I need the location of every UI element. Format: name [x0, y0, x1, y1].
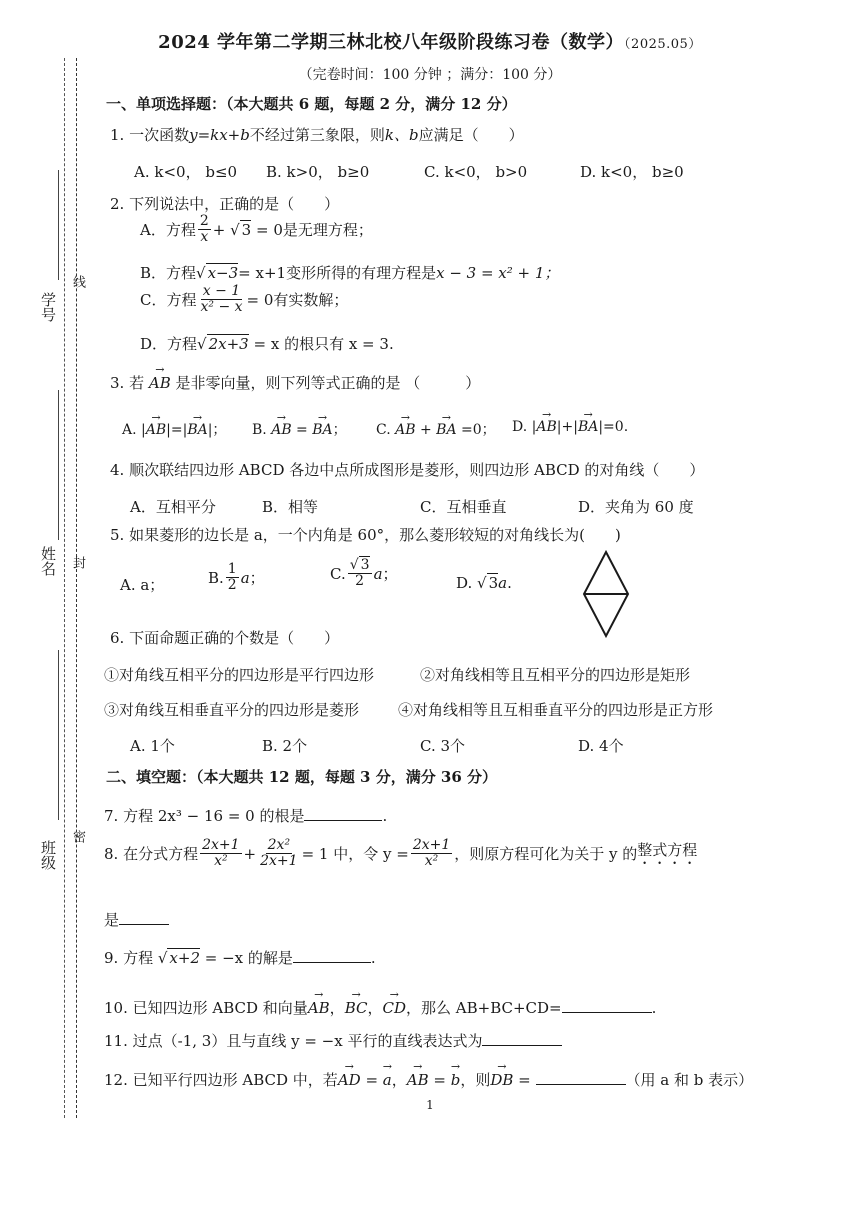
q5-option-b: B. $\frac{1}{2}$ a ； — [208, 561, 265, 594]
q6-proposition-3: ③对角线互相垂直平分的四边形是菱形 — [104, 701, 360, 719]
q1-function: y=kx+b — [189, 126, 250, 144]
q1-option-b: B. k>0， b≥0 — [266, 163, 370, 181]
section1-heading: 一、单项选择题：（本大题共 6 题，每题 2 分，满分 12 分） — [106, 95, 517, 113]
q1-stem-b: 不经过第三象限，则 — [249, 126, 385, 144]
q10: 10. 已知四边形 ABCD 和向量→ AB，→ BC，→ CD，那么 AB+BC+CD= . — [104, 997, 656, 1018]
q2-b-post: x − 3 = x² + 1； — [436, 264, 560, 282]
q7-text: 7. 方程 2x³ − 16 = 0 的根是 — [104, 807, 305, 825]
q5-b-label: B. — [208, 568, 224, 587]
q4-option-b: B．相等 — [262, 498, 319, 516]
class-line — [58, 650, 59, 820]
q2-a-post: 是无理方程； — [282, 221, 373, 240]
q8-pre: 8. 在分式方程 — [104, 845, 199, 864]
q3-b-label: B. — [252, 422, 267, 438]
q6-option-c: C. 3个 — [420, 737, 466, 755]
page-number: 1 — [426, 1098, 434, 1112]
q5-stem: 5. 如果菱形的边长是 a，一个内角是 60°，那么菱形较短的对角线长为( ) — [110, 526, 621, 544]
q12: 12. 已知平行四边形 ABCD 中，若→ AD = → a，→ AB = → b，则→ DB = （用 a 和 b 表示） — [104, 1069, 753, 1090]
q8-fraction-2: $\frac{\text{2x²}}{2x+1}$ — [260, 837, 298, 870]
q2-d-pre: D．方程 — [140, 335, 198, 353]
exam-subtitle: （完卷时间：100 分钟 ；满分：100 分） — [298, 67, 562, 83]
q7 — [104, 805, 387, 826]
q8-emphasis: 整式方程 — [637, 841, 698, 860]
student-name-line — [58, 390, 59, 540]
q2-a-fraction: $\frac{2}{x}$ — [199, 213, 209, 246]
q1-stem-a: 1. 一次函数 — [110, 126, 190, 144]
q2-option-a — [140, 214, 373, 246]
q2-stem: 2. 下列说法中，正确的是（ ） — [110, 195, 340, 213]
q10-answer-blank[interactable] — [562, 998, 652, 1013]
q10-post: . — [651, 999, 657, 1017]
q6-option-b: B. 2个 — [262, 737, 308, 755]
q6-option-a: A. 1个 — [130, 737, 175, 755]
q7-post: . — [382, 807, 388, 825]
q1-option-d: D. k<0， b≥0 — [580, 163, 684, 181]
q8-line2-text: 是 — [104, 911, 120, 929]
q3-option-b: B. → AB = → BA； — [252, 419, 347, 439]
binding-dashed-line — [76, 58, 77, 1118]
q2-option-b: B．方程√ x−3= x+1变形所得的有理方程是x − 3 = x² + 1； — [140, 264, 560, 282]
q4-option-d: D．夹角为 60 度 — [578, 498, 694, 516]
q1-stem — [110, 124, 524, 145]
q1-stem-c: 应满足（ ） — [418, 126, 524, 144]
exam-date: （2025.05） — [624, 37, 702, 52]
q8-mid: = 1 中，令 y = — [301, 845, 409, 864]
exam-title-text: 2024 学年第二学期三林北校八年级阶段练习卷（数学） — [158, 32, 625, 53]
q8: 8. 在分式方程 $\frac{2x+1}{\text{x²}}$ + $\frac{\text{2x²}}{2x+1}$ = 1 中，令 y = $\frac{2x+1}{\text{x²}}$ ，则原方程可化为关于 y 的 整式方程 — [104, 837, 698, 870]
student-name-label: 姓名 — [39, 546, 57, 576]
cut-mark-secret: 密 — [70, 830, 85, 843]
q8-post: ，则原方程可化为关于 y 的 — [454, 845, 638, 864]
q3-stem — [110, 372, 480, 393]
q2-a-expr: + √ 3 = 0 — [212, 220, 283, 239]
q1-option-c: C. k<0， b>0 — [424, 163, 528, 181]
q12-answer-blank[interactable] — [536, 1070, 626, 1085]
q1-option-a: A. k<0， b≤0 — [134, 163, 238, 181]
q11 — [104, 1030, 562, 1051]
student-id-label: 学号 — [39, 292, 57, 322]
q6-option-d: D. 4个 — [578, 737, 624, 755]
section2-heading: 二、填空题：（本大题共 12 题，每题 3 分，满分 36 分） — [106, 768, 498, 786]
rhombus-figure — [580, 548, 634, 640]
q2-d-post: = x 的根只有 x = 3. — [253, 335, 394, 353]
q12-mid: ，则 — [460, 1071, 491, 1089]
q8-answer-blank[interactable] — [119, 910, 169, 925]
q12-pre: 12. 已知平行四边形 ABCD 中，若 — [104, 1071, 338, 1089]
q5-c-label: C. — [330, 564, 346, 583]
q5-option-a: A. a； — [120, 576, 165, 594]
vector-ab: → AB — [149, 374, 171, 392]
q1-kb: k、b — [384, 126, 419, 144]
q5-option-c: C. $\frac{√ 3}{2}$ a ； — [330, 557, 398, 590]
q11-text: 11. 过点（-1, 3）且与直线 y = −x 平行的直线表达式为 — [104, 1032, 483, 1050]
q3-stem-a: 3. 若 — [110, 374, 145, 392]
cut-mark-line: 线 — [70, 275, 85, 288]
q7-answer-blank[interactable] — [304, 806, 382, 821]
q2-option-c — [140, 284, 348, 316]
q3-d-label: D. — [512, 419, 528, 435]
q4-stem: 4. 顺次联结四边形 ABCD 各边中点所成图形是菱形，则四边形 ABCD 的对角线（ ） — [110, 461, 705, 479]
q2-b-pre: B．方程 — [140, 264, 197, 282]
q2-c-fraction: $\frac{x - 1}{\text{x² − x}}$ — [200, 283, 243, 316]
q3-option-c: C. → AB + → BA =0； — [376, 419, 496, 439]
cut-mark-seal: 封 — [70, 556, 85, 569]
q2-b-mid: = x+1变形所得的有理方程是 — [238, 264, 437, 282]
q5-option-d: D. √ 3a. — [456, 574, 512, 592]
q8-fraction-3: $\frac{2x+1}{\text{x²}}$ — [412, 837, 451, 870]
q3-option-d: D. |→ AB|+|→ BA|=0. — [512, 419, 628, 435]
student-id-line — [58, 170, 59, 280]
q9-post: . — [370, 949, 376, 967]
q8-line2 — [104, 909, 169, 930]
q6-proposition-4: ④对角线相等且互相垂直平分的四边形是正方形 — [398, 701, 714, 719]
q3-stem-b: 是非零向量，则下列等式正确的是 （ ） — [175, 374, 481, 392]
q6-stem: 6. 下面命题正确的个数是（ ） — [110, 629, 340, 647]
q9-mid: = −x 的解是 — [204, 949, 293, 967]
q11-answer-blank[interactable] — [482, 1031, 562, 1046]
q4-option-c: C．互相垂直 — [420, 498, 507, 516]
q3-c-label: C. — [376, 422, 391, 438]
q2-option-d: D．方程√ 2x+3 = x 的根只有 x = 3. — [140, 335, 394, 353]
binding-dashed-line-inner — [64, 58, 65, 1118]
q12-post: （用 a 和 b 表示） — [625, 1071, 754, 1089]
q5-c-fraction: $\frac{√ 3}{2}$ — [349, 557, 370, 590]
q8-fraction-1: $\frac{2x+1}{\text{x²}}$ — [202, 837, 240, 870]
class-label: 班级 — [39, 840, 57, 870]
q6-proposition-2: ②对角线相等且互相平分的四边形是矩形 — [420, 666, 691, 684]
q5-d-label: D. — [456, 574, 473, 592]
q9-pre: 9. 方程 — [104, 949, 154, 967]
q10-text: 10. 已知四边形 ABCD 和向量 — [104, 999, 308, 1017]
q3-option-a: A. |→ AB|=|→ BA|； — [122, 419, 226, 439]
q2-c-post: = 0有实数解； — [246, 291, 349, 310]
q2-a-pre: A．方程 — [140, 221, 196, 240]
q4-option-a: A．互相平分 — [130, 498, 216, 516]
exam-title — [0, 28, 860, 54]
q6-proposition-1: ①对角线互相平分的四边形是平行四边形 — [104, 666, 375, 684]
q9: 9. 方程 √ x+2 = −x 的解是 . — [104, 949, 376, 967]
q5-b-fraction: $\frac{1}{2}$ — [227, 561, 237, 594]
q2-c-pre: C．方程 — [140, 291, 197, 310]
q9-answer-blank[interactable] — [293, 948, 371, 963]
q10-mid: ，那么 AB+BC+CD= — [406, 999, 562, 1017]
q3-a-label: A. — [122, 422, 137, 438]
